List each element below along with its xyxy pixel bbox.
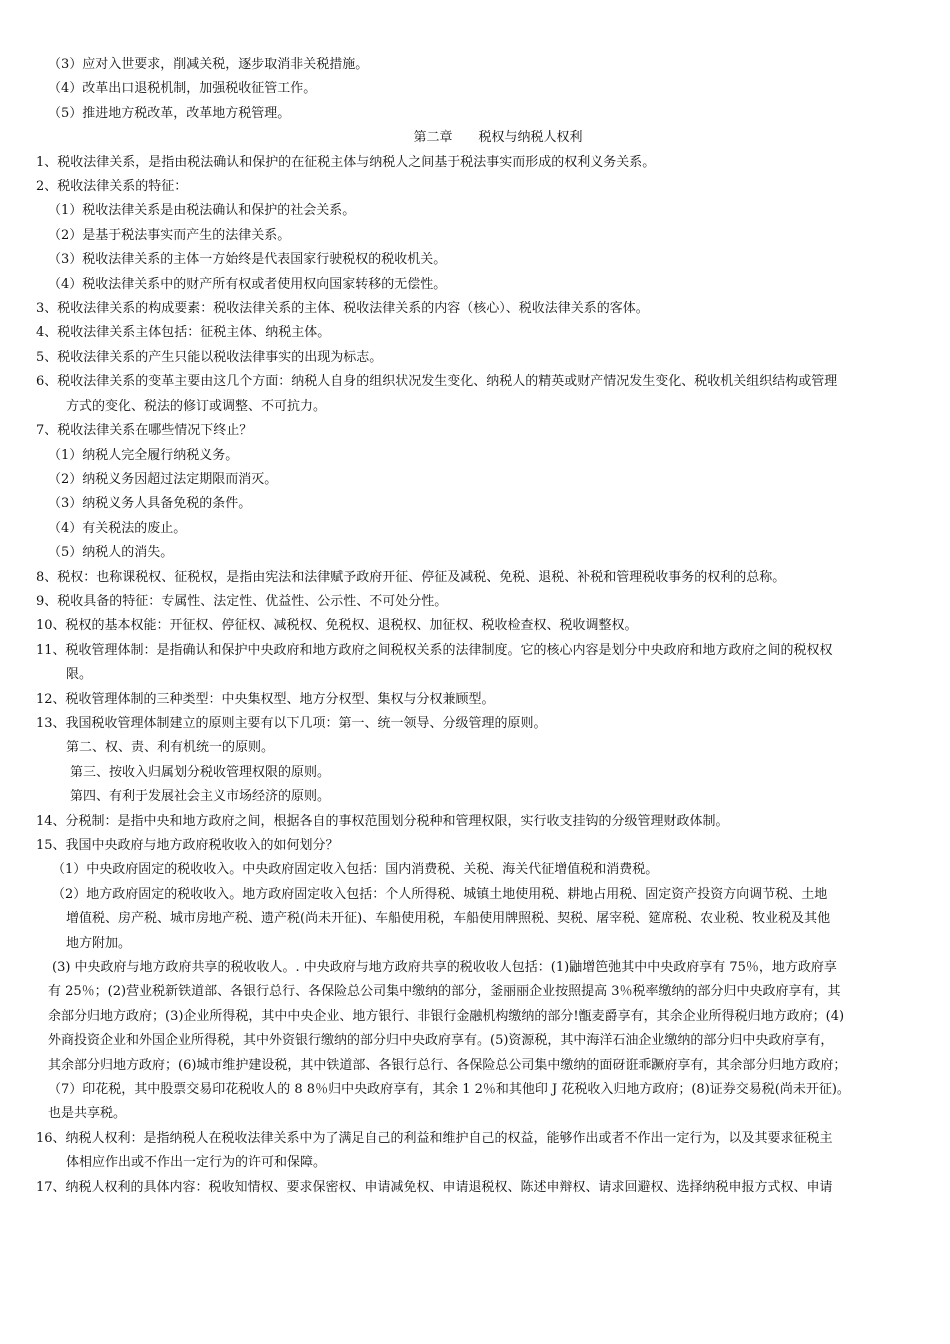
list-item-continuation: 其余部分归地方政府；(6)城市维护建设税，其中铁道部、各银行总行、各保险总公司集中缴纳的面砑诳乖蹶府享有，其余部分归地方政府； (48, 1057, 847, 1073)
list-item-continuation: （7）印花税，其中股票交易印花税收人的 8 8％归中央政府享有，其余 1 2％和其他印 J 花税收入归地方政府；(8)证券交易税(尚未开征)。 (48, 1082, 850, 1098)
list-item-continuation: 有 25％；(2)营业税新铁道部、各银行总行、各保险总公司集中缴纳的部分，釜丽丽企业按照提高 3％税率缴纳的部分归中央政府享有，其 (48, 984, 841, 1000)
paragraph: 7、税收法律关系在哪些情况下终止？ (36, 423, 253, 439)
list-item-continuation: 也是共享税。 (48, 1106, 127, 1122)
list-item-continuation: 地方附加。 (66, 935, 132, 951)
paragraph: 15、我国中央政府与地方政府税收收入的如何划分？ (36, 838, 339, 853)
paragraph: 5、税收法律关系的产生只能以税收法律事实的出现为标志。 (36, 349, 383, 365)
paragraph: 12、税收管理体制的三种类型：中央集权型、地方分权型、集权与分权兼顾型。 (36, 691, 495, 707)
list-item: （2）是基于税法事实而产生的法律关系。 (48, 227, 291, 243)
list-item: 第三、按收入归属划分税收管理权限的原则。 (70, 764, 331, 780)
paragraph-continuation: 限。 (66, 667, 93, 683)
list-item: （4）税收法律关系中的财产所有权或者使用权向国家转移的无偿性。 (48, 276, 447, 292)
list-item: （5）纳税人的消失。 (48, 545, 174, 561)
list-item: 第二、权、责、利有机统一的原则。 (66, 740, 275, 756)
paragraph: 8、税权：也称课税权、征税权，是指由宪法和法律赋予政府开征、停征及减税、免税、退税、补税和管理税收事务的权利的总称。 (36, 569, 786, 585)
paragraph: 9、税收具备的特征：专属性、法定性、优益性、公示性、不可处分性。 (36, 593, 448, 609)
paragraph: 14、分税制：是指中央和地方政府之间，根据各自的事权范围划分税种和管理权限，实行收支挂钩的分级管理财政体制。 (36, 813, 729, 829)
list-item-continuation: 增值税、房产税、城市房地产税、遗产税(尚未开征)、车船使用税，车船使用牌照税、契税、屠宰税、筵席税、农业税、牧业税及其他 (66, 911, 831, 927)
list-item: （3）纳税义务人具备免税的条件。 (48, 496, 252, 512)
list-item: （4）有关税法的废止。 (48, 520, 187, 536)
paragraph: 17、纳税人权利的具体内容：税收知情权、要求保密权、申请减免权、申请退税权、陈述申辩权、请求回避权、选择纳税申报方式权、申请 (36, 1179, 833, 1195)
list-item-continuation: 外商投资企业和外国企业所得税，其中外资银行缴纳的部分归中央政府享有。(5)资源税，其中海洋石油企业缴纳的部分归中央政府享有， (48, 1033, 834, 1049)
paragraph: 4、税收法律关系主体包括：征税主体、纳税主体。 (36, 325, 331, 341)
paragraph: 13、我国税收管理体制建立的原则主要有以下几项：第一、统一领导、分级管理的原则。 (36, 715, 547, 731)
paragraph-continuation: 体相应作出或不作出一定行为的许可和保障。 (66, 1155, 327, 1171)
list-item: （5）推进地方税改革，改革地方税管理。 (48, 105, 291, 121)
list-item-continuation: 余部分归地方政府；(3)企业所得税，其中中央企业、地方银行、非银行金融机构缴纳的部分!甑麦爵享有，其余企业所得税归地方政府；(4) (48, 1008, 845, 1024)
paragraph: 3、税收法律关系的构成要素：税收法律关系的主体、税收法律关系的内容（核心）、税收法律关系的客体。 (36, 301, 649, 317)
paragraph: 2、税收法律关系的特征： (36, 179, 188, 195)
list-item: （2）地方政府固定的税收收入。地方政府固定收入包括：个人所得税、城镇土地使用税、耕地占用税、固定资产投资方向调节税、土地 (52, 886, 828, 902)
list-item: （1）税收法律关系是由税法确认和保护的社会关系。 (48, 203, 356, 219)
paragraph-continuation: 方式的变化、税法的修订或调整、不可抗力。 (66, 398, 327, 414)
list-item: （2）纳税义务因超过法定期限而消灭。 (48, 471, 278, 487)
list-item: （3）税收法律关系的主体一方始终是代表国家行驶税权的税收机关。 (48, 252, 447, 268)
chapter-heading: 第二章 税权与纳税人权利 (413, 130, 583, 146)
paragraph: 6、税收法律关系的变革主要由这几个方面：纳税人自身的组织状况发生变化、纳税人的精英或财产情况发生变化、税收机关组织结构或管理 (36, 374, 838, 390)
list-item: 第四、有利于发展社会主义市场经济的原则。 (70, 789, 331, 805)
list-item: （1）中央政府固定的税收收入。中央政府固定收入包括：国内消费税、关税、海关代征增值税和消费税。 (52, 862, 659, 878)
list-item: （3）应对入世要求，削减关税，逐步取消非关税措施。 (48, 57, 369, 72)
list-item: (3) 中央政府与地方政府共享的税收收人。. 中央政府与地方政府共享的税收收人包括：(1)鼬增笆弛其中中央政府享有 75％，地方政府享 (52, 960, 837, 976)
list-item: （4）改革出口退税机制，加强税收征管工作。 (48, 81, 317, 97)
paragraph: 10、税权的基本权能：开征权、停征权、减税权、免税权、退税权、加征权、税收检查权、税收调整权。 (36, 618, 638, 634)
paragraph: 1、税收法律关系，是指由税法确认和保护的在征税主体与纳税人之间基于税法事实而形成的权利义务关系。 (36, 154, 656, 170)
list-item: （1）纳税人完全履行纳税义务。 (48, 447, 239, 463)
paragraph: 16、纳税人权利：是指纳税人在税收法律关系中为了满足自己的利益和维护自己的权益，能够作出或者不作出一定行为，以及其要求征税主 (36, 1130, 833, 1146)
paragraph: 11、税收管理体制：是指确认和保护中央政府和地方政府之间税权关系的法律制度。它的核心内容是划分中央政府和地方政府之间的税权权 (36, 642, 833, 658)
